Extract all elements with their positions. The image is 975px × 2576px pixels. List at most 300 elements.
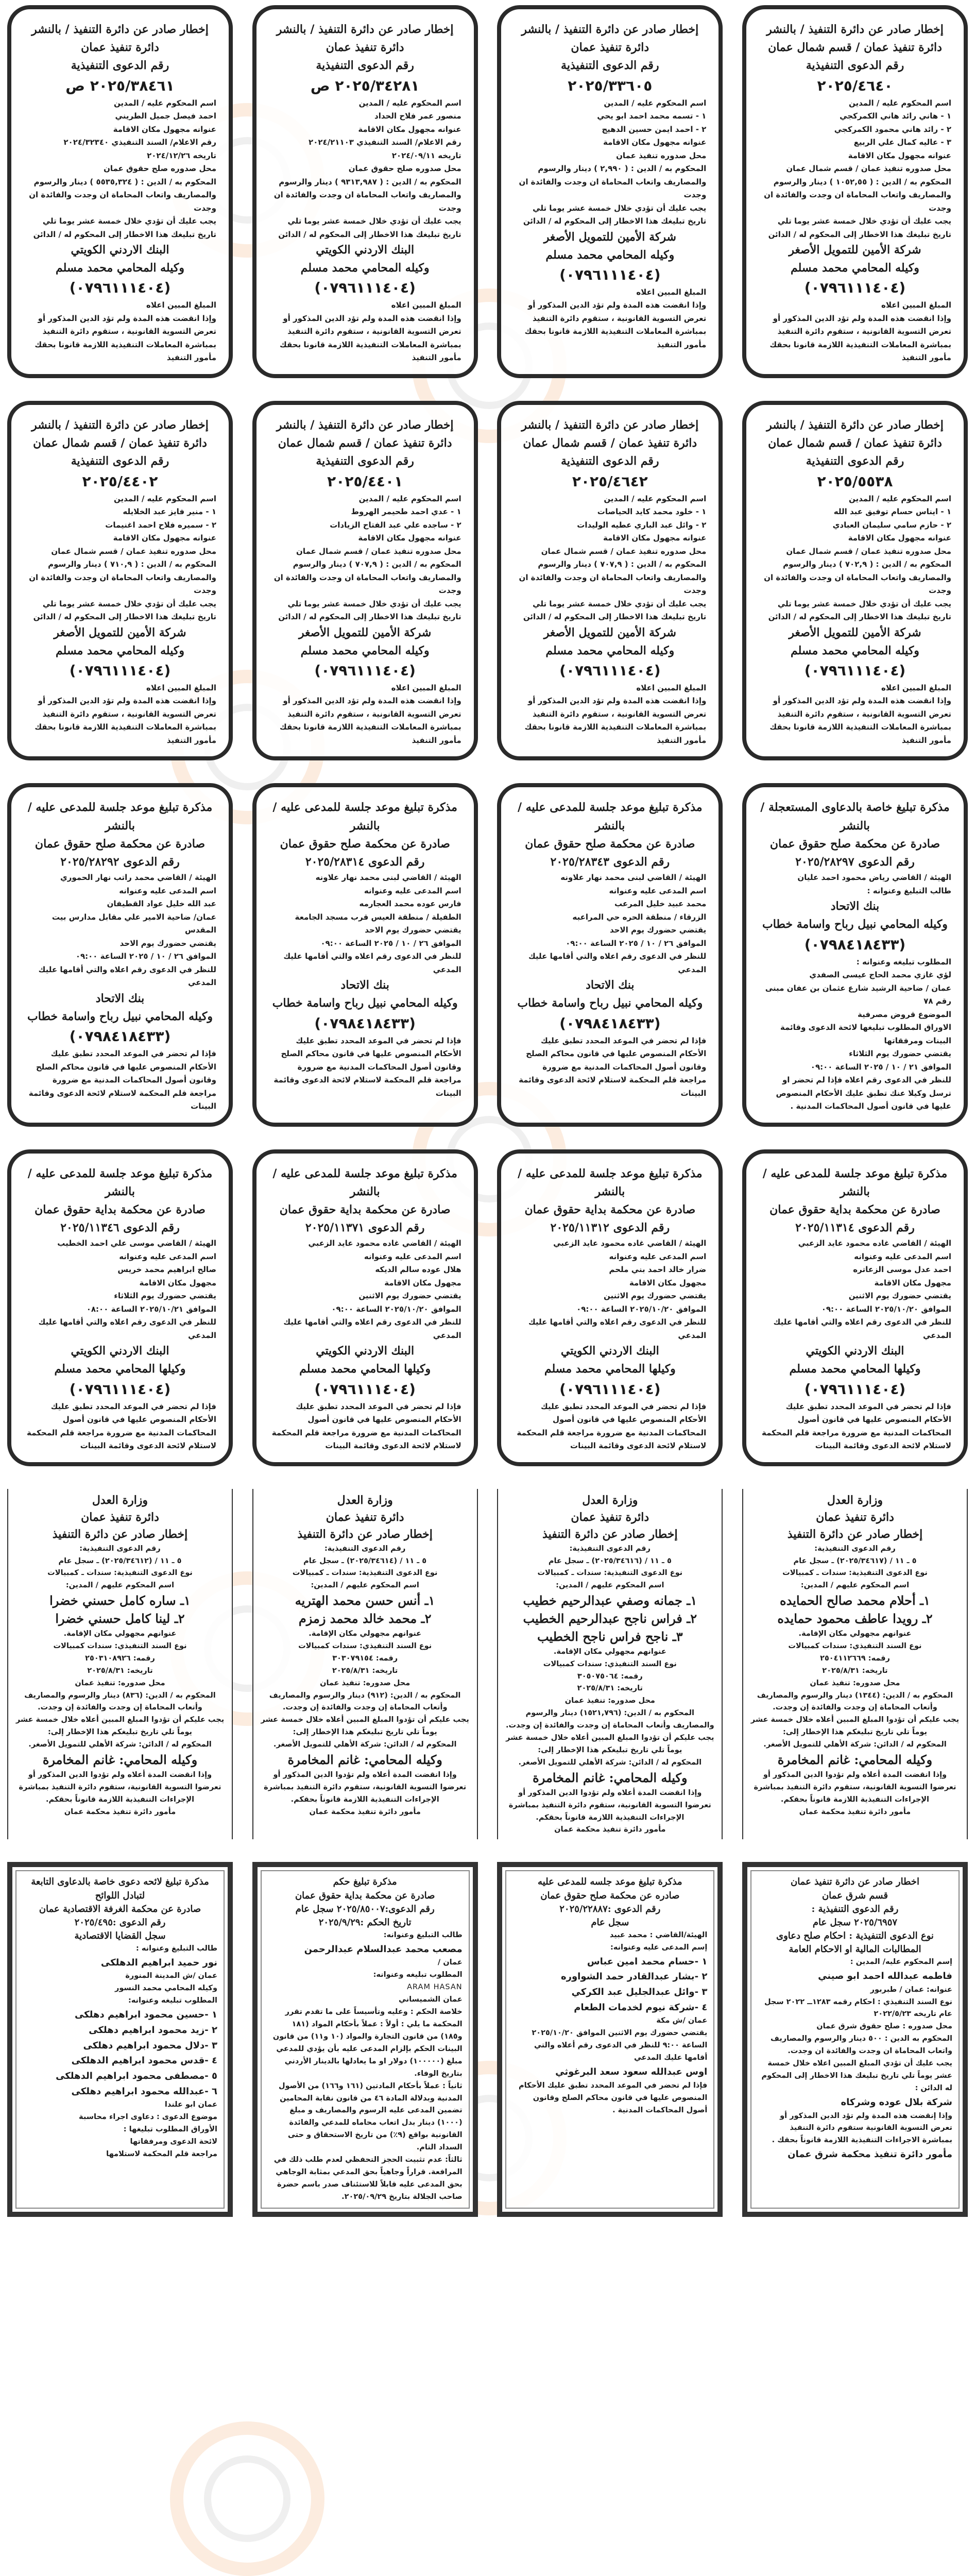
- notice-text: المبلغ المبين اعلاه: [391, 300, 461, 310]
- notice-text: الموافق ٢٠٢٥/١٠/٢٠ الساعة ٠٩:٠٠: [821, 1304, 951, 1314]
- notice-heading: دائرة تنفيذ عمان: [81, 1510, 159, 1524]
- notice-text: يقتضي حضورك يوم الاثنين: [358, 1291, 461, 1301]
- notice-text: عمان / ضاحية الرشيد شارع عثمان بن عفان مبنى رقم ٧٨: [765, 983, 951, 1006]
- case-number: (٠٧٩٦١١١٤٠٤): [314, 279, 416, 297]
- notice-text: مجهول مكان الاقامة: [874, 1278, 951, 1287]
- notice-heading: إخطار صادر عن دائرة التنفيذ / بالنشر: [31, 418, 209, 432]
- notice-heading: شركة الأمين للتمويل الأصغر: [299, 625, 432, 639]
- notice-text: مأمور التنفيذ: [657, 340, 707, 349]
- notice-text: ٢ - احمد ايمن حسين الدهيج: [602, 124, 707, 134]
- notice-text: عنوانه: عمان / طبربور: [870, 1985, 952, 1994]
- notice-text: تاريخه: ٢٠٢٥/٨/٣١: [822, 1666, 888, 1675]
- notice-heading: دائرة تنفيذ عمان: [571, 41, 649, 55]
- notice-text: فإذا لم تحضر في الموعد المحدد تطبق عليك الأحكام المنصوص عليها في قانون أصول المحاكمات المدنية مع ضرورة مراجعة قلم المحكمة لاستلام لائحة الدعوى وقائمة البينات: [517, 1401, 707, 1451]
- notice-text: يقتضي حضورك يوم الثلاثاء: [114, 1291, 216, 1301]
- notice-text: ١ - ايناس حسام توفيق عبد الله: [833, 507, 951, 516]
- notice-heading: وزارة العدل: [92, 1493, 148, 1507]
- notice-heading: مذكرة تبليغ موعد جلسة للمدعى عليه / بالنشر: [762, 1166, 948, 1198]
- notice-heading: قسم شرق عمان: [822, 1890, 888, 1901]
- notice-heading: رقم الدعوى التنفيذية: [316, 454, 414, 468]
- notice-row: [0, 1862, 975, 2216]
- legal-notice: [252, 5, 478, 378]
- notice-text: لائحة الدعوى ومرفقاتها: [130, 2138, 217, 2146]
- notice-text: يجب عليكم أن تؤدوا المبلغ المبين أعلاه خلال خمسة عشر يوماً تلي تاريخ تبليغكم هذا الإخطار إلى:: [750, 1716, 960, 1737]
- notice-text: يقتضي حضورك يوم الاحد: [365, 925, 461, 935]
- notice-text: محل صدوره تنفيذ عمان / قسم شمال عمان: [786, 164, 951, 174]
- notice-text: محمد عبيد خليل المرعب: [614, 899, 707, 909]
- notice-text: الموافق ٢٠٢٥/١٠/٢٠ الساعة ٠٩:٠٠: [576, 1304, 707, 1314]
- notice-heading: إخطار صادر عن دائرة التنفيذ / بالنشر: [276, 23, 454, 36]
- notice-heading: وكيلها المحامي محمد مسلم: [544, 1362, 676, 1376]
- notice-heading: بنك الاتحاد: [586, 978, 635, 992]
- notice-text: عمان الشميساني: [399, 1995, 463, 2004]
- notice-text: عنوانهم مجهولي مكان الإقامة.: [63, 1629, 177, 1638]
- party-name: ١ -حسام محمد امين عباس: [587, 1956, 708, 1967]
- notice-text: رقم الاعلام/ السند التنفيذي ٢٠٢٤/٢١١٠٣: [309, 138, 461, 147]
- notice-heading: رقم الدعوى :٢٠٢٥/٤٩٥: [74, 1917, 166, 1928]
- notice-text: للنظر في الدعوى رقم اعلاه والتي أقامها عليك المدعي: [283, 952, 461, 974]
- notice-row: [0, 783, 975, 1126]
- legal-notice: [742, 783, 968, 1126]
- notice-text: ٥ ـ ١١ / (٢٠٢٥/٣٤٦١٤) ـ سجل عام: [303, 1556, 427, 1565]
- notice-heading: شركة الأمين للتمويل الأصغر: [543, 230, 676, 244]
- notice-heading: مذكرة تبليغ حكم: [333, 1876, 397, 1888]
- case-number: (٠٧٩٦١١١٤٠٤): [69, 662, 171, 679]
- party-name: وكيله المحامي: غانم المخامرة: [777, 1752, 933, 1768]
- legal-notice: [742, 1489, 968, 1840]
- case-number: (٠٧٩٨٤١٨٤٣٣): [69, 1028, 171, 1045]
- notice-text: يجب عليكم أن تؤدوا المبلغ المبين أعلاه خلال خمسة عشر يوماً تلي تاريخ تبليغكم هذا الإخطار إلى:: [15, 1716, 225, 1737]
- notice-heading: رقم الدعوى التنفيذية: [71, 454, 169, 468]
- notice-heading: البنك الاردني الكويتي: [316, 243, 415, 257]
- notice-text: عنوانه مجهول مكان الاقامة: [113, 124, 216, 134]
- notice-text: المحكوم له / الدائن: شركة الأهلي للتمويل الأصغر.: [518, 1758, 702, 1767]
- party-name: نور حميد ابراهيم الدهلكى: [100, 1957, 217, 1968]
- party-name: ١ -حسين محمود ابراهيم دهلكى: [74, 2009, 217, 2021]
- notice-text: اسم المحكوم عليه / المدين: [358, 494, 461, 503]
- notice-text: مراجعة قلم المحكمة لاستلامها: [106, 2150, 217, 2159]
- party-name: وكيله المحامي: غانم المخامرة: [533, 1770, 688, 1785]
- legal-notice: [742, 1149, 968, 1466]
- notice-row: [0, 1489, 975, 1840]
- notice-heading: صادره عن محكمة صلح حقوق عمان: [540, 1890, 680, 1901]
- party-name: ٤ -شركة نيوم لخدمات الطعام: [574, 2002, 708, 2013]
- notice-text: يجب عليك أن تؤدي خلال خمسة عشر يوما تلي تاريخ تبليغك هذا الاخطار إلى المحكوم له / الدائن: [523, 203, 707, 226]
- notice-text: تاريخه ٢٠٢٤/٠٩/١١: [391, 150, 461, 160]
- notice-text: نوع السند التنفيذي: سندات كمبيالات: [298, 1641, 432, 1650]
- case-number: (٠٧٩٦١١١٤٠٤): [314, 662, 416, 679]
- notice-heading: وزارة العدل: [582, 1493, 638, 1507]
- notice-text: مأمور التنفيذ: [412, 735, 461, 745]
- notice-text: اسم المدعى عليه وعنوانه: [364, 1251, 461, 1261]
- notice-text: مجهول مكان الاقامة: [384, 1278, 461, 1287]
- notice-text: نوع السند التنفيذي : احكام رقمه ١٢٨٣ــ ٢٠٢٢ سجل عام تاريخه ٢٠٢٢/٥/٢٣: [764, 1997, 952, 2019]
- notice-heading: إخطار صادر عن دائرة التنفيذ: [297, 1527, 433, 1541]
- notice-heading: شركة الأمين للتمويل الأصغر: [543, 625, 676, 639]
- case-number: (٠٧٩٨٤١٨٤٣٣): [314, 1014, 416, 1032]
- notice-text: تاريخه: ٢٠٢٥/٨/٣١: [577, 1684, 643, 1693]
- notice-heading: دائرة تنفيذ عمان / قسم شمال عمان: [33, 436, 207, 450]
- notice-text: يقتضي حضورك يوم الاحد: [609, 925, 707, 935]
- notice-heading: مذكرة تبليغ موعد جلسه للمدعى عليه: [538, 1876, 682, 1888]
- notice-text: الهيئة / القاضي لبنى محمد نهار علاونه: [560, 873, 707, 883]
- notice-heading: وكيله المحامي محمد مسلم: [790, 261, 919, 275]
- case-number: ٢٠٢٥/٤٤٠١: [327, 472, 403, 490]
- notice-heading: صادرة عن محكمة صلح حقوق عمان: [280, 837, 450, 851]
- notice-text: مأمور دائرة تنفيذ محكمة عمان: [554, 1825, 666, 1834]
- notice-text: المطلوب تبليغه وعنوانه :: [856, 957, 951, 967]
- notice-heading: وزارة العدل: [827, 1493, 883, 1507]
- notice-heading: إخطار صادر عن دائرة التنفيذ: [787, 1527, 923, 1541]
- notice-text: يجب عليك أن تؤدي خلال خمسة عشر يوما تلي تاريخ تبليغك هذا الاخطار إلى المحكوم له / الدائن: [523, 599, 707, 621]
- notice-text: نوع الدعوى التنفيذية: سندات ـ كمبيالات: [47, 1569, 193, 1578]
- notice-text: المحكوم به / الدين: (١٥٢١,٧٩٦) دينار والرسوم والمصاريف وأتعاب المحاماة إن وجدت والفائدة إن وجدت.: [505, 1709, 714, 1730]
- notice-heading: صادرة عن محكمة بداية حقوق عمان: [295, 1890, 435, 1901]
- notice-text: محل صدوره صلح حقوق عمان: [104, 164, 216, 174]
- notice-text: للنظر في الدعوى رقم اعلاه والتي أقامها عليك المدعي: [38, 964, 216, 988]
- notice-heading: البنك الاردني الكويتي: [806, 1344, 904, 1358]
- notice-row: [0, 401, 975, 760]
- party-name: ١ـ أحلام محمد صالح الحمايده: [780, 1593, 930, 1608]
- notice-text: المحكوم به / الدين: (١٣٤٤) دينار والرسوم والمصاريف وأتعاب المحاماة إن وجدت والفائدة إن وجدت.: [757, 1691, 953, 1712]
- notice-text: المحكوم به / الدين : ( ٧٠٧,٩ ) دينار والرسوم والمصاريف واتعاب المحاماة ان وجدت والفائدة ان وجدت: [519, 560, 707, 595]
- notice-text: اسم المحكوم عليه / المدين: [114, 494, 216, 503]
- notice-text: رقمه: ٢٥٠٤١١٢٦٦٩: [820, 1654, 890, 1663]
- notice-text: طالب التبليغ وعنوانه :: [867, 886, 951, 895]
- notice-text: عنوانه مجهول مكان الاقامة: [848, 533, 951, 543]
- notice-text: رقمه: ٢٥٠٣١٠٨٩٢٦: [85, 1654, 155, 1663]
- case-number: ٢٠٢٥/٣٨٤٦١ ص: [65, 77, 175, 94]
- notice-heading: نوع الدعوى التنفيذية : احكام صلح دعاوى المطالبات المالية او الاحكام العامة: [776, 1930, 934, 1955]
- notice-text: ٢ - وائل عبد الباري عطيه الوليدات: [577, 520, 707, 530]
- notice-text: للنظر في الدعوى رقم اعلاه والتي أقامها عليك المدعي: [38, 1317, 216, 1340]
- notice-text: إسم المحكوم عليه/ المدين :: [850, 1957, 952, 1966]
- notice-text: فإذا لم تحضر في الموعد المحدد تطبق عليك الأحكام المنصوص عليها في قانون أصول المحاكمات المدنية مع ضرورة مراجعة قلم المحكمة لاستلام لائحة الدعوى وقائمة البينات: [271, 1401, 461, 1451]
- notice-text: مجهول مكان الاقامة: [139, 1278, 216, 1287]
- notice-text: عنوانه مجهول مكان الاقامة: [848, 150, 951, 160]
- notice-heading: رقم الدعوى التنفيذية: [806, 454, 904, 468]
- notice-heading: مذكرة تبليغ موعد جلسة للمدعى عليه / بالنشر: [272, 1166, 457, 1198]
- notice-text: عنوانه مجهول مكان الاقامة: [603, 533, 707, 543]
- notice-heading: وكيله المحامي محمد مسلم: [56, 643, 184, 657]
- notice-text: المحكوم به الدين : ٥٠٠ دينار والرسوم والمصاريف واتعاب المحاماة ان وجدت والفائدة ان وجدت.: [771, 2035, 952, 2056]
- notice-text: عبد الله خليل عواد القطيفان: [107, 899, 216, 909]
- notice-heading: دائرة تنفيذ عمان / قسم شمال عمان: [768, 436, 942, 450]
- notice-text: الموافق ٢١ / ١٠ / ٢٠٢٥ الساعة ٠٩:٠٠: [810, 1062, 951, 1072]
- notice-text: محل صدوره تنفيذ عمان / قسم شمال عمان: [51, 546, 216, 556]
- party-name: ٦ -عبدالله محمود ابراهيم دهلكى: [71, 2086, 217, 2097]
- notice-heading: دائرة تنفيذ عمان: [326, 1510, 404, 1524]
- notice-text: اسم المدعى عليه وعنوانه: [119, 1251, 216, 1261]
- notice-heading: سجل عام: [591, 1917, 629, 1928]
- notice-text: مأمور دائرة تنفيذ محكمة عمان: [309, 1807, 421, 1816]
- notice-text: فإذا لم تحضر في الموعد المحدد تطبق عليك الأحكام المنصوص عليها في قانون محاكم الصلح وقانون أصول المحاكمات المدنية .: [518, 2081, 708, 2114]
- notice-heading: وكيله المحامي محمد مسلم: [545, 643, 675, 657]
- notice-text: الهيئة / القاضي غاده محمود عايد الزعبي: [308, 1239, 461, 1248]
- notice-text: ٥ ـ ١١ / (٢٠٢٥/٣٤٦١٧) ـ سجل عام: [793, 1556, 917, 1565]
- legal-notice: [742, 401, 968, 760]
- notice-heading: رقم الدعوى ٢٠٢٥/٢٨٣٤٣: [550, 855, 670, 869]
- notice-heading: وكيله المحامي محمد مسلم: [545, 248, 675, 262]
- notice-text: وإذا انقضت هذه المدة ولم تؤد الدين المذكور أو تعرض التسوية القانونية ، ستقوم دائرة التنفيذ بمباشرة المعاملات التنفيذية اللازمة قانونا بحقك: [524, 696, 707, 732]
- notice-text: محل صدوره : صلح حقوق شرق عمان: [816, 2022, 952, 2031]
- notice-text: اسم المحكوم عليه / المدين: [848, 98, 951, 108]
- notice-heading: إخطار صادر عن دائرة التنفيذ: [542, 1527, 678, 1541]
- notice-text: وإذا انقضت المدة أعلاه ولم تؤدوا الدين المذكور أو تعرضوا التسوية القانونية، ستقوم دائرة التنفيذ بمباشرة الإجراءات التنفيذية اللازمة قانوناً بحقكم.: [264, 1770, 467, 1804]
- notice-text: هلال عوده سالم الديكه: [375, 1265, 461, 1275]
- notice-text: إسم المدعى عليه وعنوانه:: [610, 1943, 708, 1952]
- notice-text: وإذا انقضت المدة أعلاه ولم تؤدوا الدين المذكور أو تعرضوا التسوية القانونية، ستقوم دائرة التنفيذ بمباشرة الإجراءات التنفيذية اللازمة قانوناً بحقكم.: [508, 1788, 711, 1822]
- party-name: ARAM HASAN: [407, 1983, 463, 1992]
- notice-heading: وكيلها المحامي محمد مسلم: [54, 1362, 186, 1376]
- notice-heading: وكيله المحامي محمد مسلم: [300, 643, 430, 657]
- notice-text: الهيئة / القاضي غاده محمود عايد الزعبي: [798, 1239, 951, 1248]
- notice-text: فإذا لم تحضر في الموعد المحدد تطبق عليك الأحكام المنصوص عليها في قانون محاكم الصلح وقانون أصول المحاكمات المدنية مع ضرورة مراجعة قلم المحكمة لاستلام لائحة الدعوى وقائمة البينات: [273, 1036, 461, 1098]
- notice-heading: رقم الدعوى ٢٠٢٥/١١٣١٢: [550, 1221, 670, 1235]
- notice-text: المحكوم به / الدين : ( ٢,٩٩٠ ) دينار والرسوم والمصاريف واتعاب المحاماة ان وجدت والفائدة ان وجدت: [519, 164, 707, 200]
- notice-text: المحكوم له / الدائن: شركة الأهلي للتمويل الأصغر.: [28, 1740, 212, 1749]
- case-number: (٠٧٩٦١١١٤٠٤): [69, 1380, 171, 1398]
- notice-text: طالب التبليغ وعنوانه:: [383, 1930, 463, 1939]
- case-number: ٢٠٢٥/٣٣٦٠٥: [568, 77, 653, 94]
- party-name: ٢ـ فراس ناجح عبدالرحيم الخطيب: [523, 1611, 697, 1626]
- legal-notice: [252, 1149, 478, 1466]
- notice-text: المحكوم له / الدائن: شركة الأهلي للتمويل الأصغر.: [763, 1740, 947, 1749]
- notice-heading: وكيله المحامي نبيل رباح واسامة خطاب: [272, 996, 458, 1010]
- legal-notice: [497, 5, 723, 378]
- notice-heading: البنك الاردني الكويتي: [560, 1344, 659, 1358]
- notice-text: احمد عدل موسى الزعاتره: [853, 1265, 951, 1275]
- case-number: (٠٧٩٨٤١٨٤٣٣): [804, 936, 906, 953]
- legal-notice: [497, 1149, 723, 1466]
- notice-text: فارس عوده محمد العجارمه: [359, 899, 461, 909]
- notice-text: اسم المحكوم عليه / المدين: [604, 494, 707, 503]
- notice-heading: شركة الأمين للتمويل الأصغر: [54, 625, 186, 639]
- case-number: (٠٧٩٦١١١٤٠٤): [804, 1380, 906, 1398]
- notice-heading: مذكرة تبليغ خاصة بالدعاوى المستعجلة / بالنشر: [760, 801, 950, 833]
- notice-heading: رقم الدعوى ٢٠٢٥/٢٨٢٩٢: [60, 855, 180, 869]
- notice-text: ٣ - عاليه كمال علي الربيع: [853, 138, 951, 147]
- notice-text: اسم المدعى عليه وعنوانه: [854, 1251, 951, 1261]
- notice-heading: إخطار صادر عن دائرة التنفيذ / بالنشر: [766, 23, 944, 36]
- notice-text: يقتضي حضورك يوم الاثنين: [604, 1291, 707, 1301]
- notice-text: المحكوم به / الدين : ( ٥٥٣٥,٣٢٤ ) دينار والرسوم والمصاريف واتعاب المحاماة ان وجدت والفائدة ان وجدت: [29, 177, 216, 213]
- legal-notice: [252, 401, 478, 760]
- notice-text: محل صدوره: تنفيذ عمان: [565, 1697, 655, 1705]
- notice-heading: البنك الاردني الكويتي: [71, 243, 169, 257]
- notice-text: ضرار خالد احمد بني ملحم: [609, 1265, 707, 1275]
- notice-text: يجب عليك أن تؤدي خلال خمسة عشر يوما تلي تاريخ تبليغك هذا الاخطار إلى المحكوم له / الدائن: [768, 216, 951, 239]
- notice-heading: مذكرة تبليغ موعد جلسة للمدعى عليه / بالنشر: [518, 801, 703, 833]
- notice-heading: صادرة عن محكمة بداية حقوق عمان: [35, 1202, 206, 1216]
- notice-heading: رقم الدعوى ٢٠٢٥/١١٣١٤: [795, 1221, 915, 1235]
- notice-text: تاريخه: ٢٠٢٥/٨/٣١: [87, 1666, 153, 1675]
- party-name: فاطمه عبدالله احمد ابو صيني: [818, 1970, 952, 1981]
- case-number: ٢٠٢٥/٣٤٢٨١ ص: [310, 77, 420, 94]
- case-number: ٢٠٢٥/٥٥٣٨: [817, 472, 893, 490]
- notice-text: المطلوب تبليغه وعنوانه:: [373, 1971, 463, 1979]
- case-number: (٠٧٩٦١١١٤٠٤): [559, 662, 661, 679]
- notice-text: فإذا لم تحضر في الموعد المحدد تطبق عليك الأحكام المنصوص عليها في قانون أصول المحاكمات المدنية مع ضرورة مراجعة قلم المحكمة لاستلام لائحة الدعوى وقائمة البينات: [762, 1401, 951, 1451]
- notices-page: [0, 5, 975, 2217]
- notice-heading: رقم الدعوى التنفيذية: [561, 454, 659, 468]
- case-number: (٠٧٩٦١١١٤٠٤): [804, 662, 906, 679]
- case-number: (٠٧٩٦١١١٤٠٤): [559, 266, 661, 283]
- notice-text: المبلغ المبين اعلاه: [881, 683, 951, 692]
- legal-notice: [497, 401, 723, 760]
- notice-text: اسم المحكوم عليه / المدين: [604, 98, 707, 108]
- notice-heading: سجل القضايا الاقتصادية: [74, 1930, 166, 1941]
- case-number: (٠٧٩٦١١١٤٠٤): [69, 279, 171, 297]
- notice-text: الموافق ٢٦ / ١٠ / ٢٠٢٥ الساعة ٠٩:٠٠: [320, 938, 461, 948]
- notice-text: عنوانه مجهول مكان الاقامة: [113, 533, 216, 543]
- party-name: مصعب محمد عبدالسلام عبدالرحمن: [304, 1943, 463, 1955]
- notice-heading: صادرة عن محكمة بداية حقوق عمان: [524, 1202, 696, 1216]
- notice-text: ٢ - رائد هاني محمود الكمركجي: [834, 124, 951, 134]
- notice-text: الزرقاء / منطقة الحره حي المراعبه: [572, 912, 707, 922]
- notice-text: المبلغ المبين اعلاه: [636, 683, 707, 692]
- party-name: ٣ـ ناجح فراس ناجح الخطيب: [537, 1629, 683, 1644]
- notice-text: رقمه: ٣٠٣٠٧٩١٥٤: [332, 1654, 398, 1663]
- notice-heading: دائرة تنفيذ عمان / قسم شمال عمان: [278, 436, 452, 450]
- legal-notice: [252, 783, 478, 1126]
- notice-text: ٥ ـ ١١ / (٢٠٢٥/٣٤٦١٦) ـ سجل عام: [548, 1556, 672, 1565]
- notice-text: اسم المدعى عليه وعنوانه: [364, 886, 461, 895]
- notice-heading: رقم الدعوى ٢٠٢٥/٢٨٢٩٧: [795, 855, 915, 869]
- notice-text: للنظر في الدعوى رقم اعلاه والتي أقامها عليك المدعي: [528, 952, 707, 974]
- notice-heading: إخطار صادر عن دائرة التنفيذ / بالنشر: [31, 23, 209, 36]
- notice-text: المحكوم به / الدين : ( ٧٠٧,٩ ) دينار والرسوم والمصاريف واتعاب المحاماة ان وجدت والفائدة ان وجدت: [273, 560, 461, 595]
- notice-text: وإذا انقضت المدة أعلاه ولم تؤدوا الدين المذكور أو تعرضوا التسوية القانونية، ستقوم دائرة التنفيذ بمباشرة الإجراءات التنفيذية اللازمة قانوناً بحقكم.: [754, 1770, 956, 1804]
- notice-heading: رقم الدعوى التنفيذية :: [811, 1903, 899, 1914]
- notice-text: الطفيلة / منطقة العيس قرب مسجد الجامعة: [295, 912, 461, 922]
- party-name: وكيله المحامي: غانم المخامرة: [287, 1752, 442, 1768]
- notice-heading: صادرة عن محكمة صلح حقوق عمان: [35, 837, 206, 851]
- notice-text: ٢ - ساجده علي عبد الفتاح الزيادات: [330, 520, 461, 530]
- notice-heading: شركة الأمين للتمويل الأصغر: [789, 625, 921, 639]
- party-name: ٢ـ محمد خالد محمد زمزم: [298, 1611, 432, 1626]
- notice-heading: رقم الدعوى:٢٠٢٥/٨٥٠٠٧ سجل عام: [295, 1903, 435, 1914]
- notice-text: يجب عليك أن تؤدي خلال خمسة عشر يوما تلي تاريخ تبليغك هذا الاخطار إلى المحكوم له / الدائن: [278, 599, 461, 621]
- notice-heading: دائرة تنفيذ عمان: [326, 41, 404, 55]
- legal-notice: [252, 1862, 478, 2216]
- notice-text: طالب التبليغ وعنوانه :: [136, 1944, 217, 1953]
- notice-text: اسم المحكوم عليهم / المدين:: [65, 1581, 175, 1590]
- notice-heading: شركة الأمين للتمويل الأصغر: [789, 243, 921, 257]
- notice-text: وإذا انقضت هذه المدة ولم تؤد الدين المذكور أو تعرض التسوية القانونية ، ستقوم دائرة التنفيذ بمباشرة المعاملات التنفيذية اللازمة قانونا بحقك: [35, 313, 216, 349]
- notice-text: ٥ ـ ١١ / (٢٠٢٥/٣٤٦١٢) ـ سجل عام: [58, 1556, 182, 1565]
- legal-notice: [7, 1489, 233, 1840]
- notice-text: اسم المحكوم عليهم / المدين:: [800, 1581, 910, 1590]
- notice-text: ١ - خلود محمد كايد الحياصات: [597, 507, 707, 516]
- notice-text: يجب عليك أن تؤدي خلال خمسة عشر يوما تلي تاريخ تبليغك هذا الاخطار إلى المحكوم له / الدائن: [33, 216, 216, 239]
- notice-heading: بنك الاتحاد: [830, 900, 880, 913]
- notice-text: رقمه: ٣٠٥٠٧٥٠٦٤: [577, 1672, 643, 1681]
- legal-notice: [497, 1489, 723, 1840]
- notice-text: نوع الدعوى التنفيذية: سندات ـ كمبيالات: [782, 1569, 928, 1578]
- notice-heading: رقم الدعوى التنفيذية: [806, 59, 904, 73]
- legal-notice: [7, 783, 233, 1126]
- notice-heading: مذكرة تبليغ موعد جلسة للمدعى عليه / بالنشر: [518, 1166, 703, 1198]
- notice-text: عنوانه مجهول مكان الاقامة: [358, 533, 461, 543]
- notice-text: يقتضي حضورك يوم الثلاثاء: [849, 1049, 951, 1058]
- notice-text: المحكوم به / الدين : ( ١٠٥٢,٥٥ ) دينار والرسوم والمصاريف واتعاب المحاماة ان وجدت والفائدة ان وجدت: [764, 177, 951, 213]
- notice-text: عمان /: [437, 1958, 463, 1967]
- notice-text: يقتضي حضورك يوم الاثنين: [848, 1291, 951, 1301]
- notice-text: محل صدوره صلح حقوق عمان: [348, 164, 461, 174]
- notice-heading: مذكرة تبليغ موعد جلسة للمدعى عليه / بالنشر: [27, 1166, 213, 1198]
- notice-text: للنظر في الدعوى رقم اعلاه والتي أقامها عليك المدعي: [283, 1317, 461, 1340]
- legal-notice: [742, 5, 968, 378]
- party-name: اوس عبدالله سعود سعد البرغوثي: [555, 2066, 708, 2078]
- notice-text: رقم الاعلام/ السند التنفيذي ٢٠٢٤/٣٢٣٤٠: [63, 138, 216, 147]
- notice-heading: صادرة عن محكمة بداية حقوق عمان: [279, 1202, 451, 1216]
- notice-text: نوع السند التنفيذي: سندات كمبيالات: [543, 1659, 677, 1668]
- notice-text: وكيله المحامي محمد النسور: [115, 1984, 217, 1993]
- watermark-logo: [170, 2421, 324, 2576]
- notice-text: الموافق ٢٠٢٥/١٠/٢٠ الساعة ٠٩:٠٠: [331, 1304, 461, 1314]
- notice-text: محل صدوره: تنفيذ عمان: [810, 1679, 900, 1687]
- notice-text: وإذا انقضت هذه المدة ولم تؤد الدين المذكور أو تعرض التسوية القانونية ، ستقوم دائرة التنفيذ بمباشرة المعاملات التنفيذية اللازمة قانونا بحقك: [35, 696, 216, 732]
- notice-text: وإذا انقضت هذه المدة ولم تؤد الدين المذكور أو تعرض التسوية القانونية ، ستقوم دائرة التنفيذ بمباشرة المعاملات التنفيذية اللازمة قانونا بحقك: [524, 300, 707, 336]
- notice-text: وإذا انقضت المدة أعلاه ولم تؤدوا الدين المذكور أو تعرضوا التسوية القانونية، ستقوم دائرة التنفيذ بمباشرة الإجراءات التنفيذية اللازمة قانوناً بحقكم.: [19, 1770, 221, 1804]
- notice-text: وإذا انقضت هذه المدة ولم تؤد الدين المذكور أو تعرض التسوية القانونية ، ستقوم دائرة التنفيذ بمباشرة المعاملات التنفيذية اللازمة قانونا بحقك: [769, 313, 951, 349]
- notice-row: [0, 5, 975, 378]
- notice-text: صالح ابراهيم محمد خريس: [117, 1265, 216, 1275]
- notice-text: المحكوم به / الدين: (٩١٢) دينار والرسوم والمصاريف وأتعاب المحاماة إن وجدت والفائدة إن وجدت.: [269, 1691, 461, 1712]
- notice-heading: اخطار صادر عن دائرة تنفيذ عمان: [790, 1876, 919, 1888]
- notice-text: محل صدوره: تنفيذ عمان: [320, 1679, 410, 1687]
- notice-text: المحكوم به / الدين : ( ٧١٠,٩ ) دينار والرسوم والمصاريف واتعاب المحاماة ان وجدت والفائدة ان وجدت: [29, 560, 216, 595]
- notice-heading: وكيله المحامي نبيل رباح واسامة خطاب: [762, 918, 948, 931]
- notice-text: رقم الدعوى التنفيذية:: [79, 1544, 161, 1553]
- notice-heading: صادرة عن محكمة الغرفة الاقتصادية عمان: [39, 1903, 201, 1914]
- notice-text: وإذا انقضت هذه المدة ولم تؤد الدين المذكور أو تعرض التسوية القانونية ، ستقوم دائرة التنفيذ بمباشرة المعاملات التنفيذية اللازمة قانونا بحقك: [280, 313, 461, 349]
- notice-heading: وكيله المحامي محمد مسلم: [56, 261, 184, 275]
- notice-heading: إخطار صادر عن دائرة التنفيذ / بالنشر: [521, 418, 699, 432]
- party-name: ٢ -بشار عبدالقادر حمد الشواوره: [560, 1971, 708, 1982]
- legal-notice: [497, 1862, 723, 2216]
- party-name: ١ـ جمانه وصفي عبدالرحيم خطيب: [523, 1593, 697, 1608]
- notice-text: المبلغ المبين اعلاه: [146, 300, 216, 310]
- party-name: ٣ -وائل عبدالجليل عبد الكركي: [571, 1987, 708, 1997]
- party-name: مأمور دائرة تنفيذ محكمة شرق عمان: [788, 2149, 952, 2160]
- notice-text: محل صدوره تنفيذ عمان: [616, 150, 707, 160]
- notice-heading: رقم الدعوى ٢٠٢٥/٢٨٣١٤: [305, 855, 425, 869]
- notice-text: يجب عليك أن تؤدي خلال خمسة عشر يوما تلي تاريخ تبليغك هذا الاخطار إلى المحكوم له / الدائن: [768, 599, 951, 621]
- party-name: ٢ -زيد محمود ابراهيم دهلكى: [89, 2024, 217, 2036]
- notice-text: خلاصة الحكم : وعليه وتأسيساً على ما تقدم تقرر المحكمة ما يلي : أولاً : عملاً بأحكام المواد (١٨١ و١٨٥) من قانون التجارة والمواد (١٠ و١١) من قانون البينات الحكم بإلزام المدعى عليه بأن يؤدي للمدعي مبلغ (١٠٠٠٠٠) دولار او ما يعادلها بالدينار الأردني بتاريخ الوفاء.: [272, 2008, 463, 2078]
- notice-heading: دائرة تنفيذ عمان: [571, 1510, 649, 1524]
- notice-text: ٢ - سميره فلاح احمد اغنيمات: [105, 520, 216, 530]
- notice-text: وإذا إنقضت هذه المدة ولم تؤد الدين المذكور أو تعرض التسوية القانونية ستقوم دائرة التنفيذ بمباشرة الاجراءات التنفيذية اللازمة قانوناً بحقك .: [772, 2111, 952, 2145]
- notice-text: ١ - هاني رائد هاني الكمركجي: [840, 111, 951, 121]
- case-number: (٠٧٩٦١١١٤٠٤): [314, 1380, 416, 1398]
- notice-heading: ٢٠٢٥/٦٩٥٧ سجل عام: [812, 1917, 898, 1928]
- notice-text: اسم المدعى عليه وعنوانه: [609, 1251, 707, 1261]
- notice-text: الهيئة / القاضي موسى علي احمد الخطيب: [57, 1239, 216, 1248]
- notice-text: يجب عليك أن تؤدي المبلغ المبين اعلاه خلال خمسة عشر يوماً تلي تاريخ تبليغك هذا الاخطار إلى المحكوم له الدائن :: [761, 2059, 952, 2092]
- notice-text: فإذا لم تحضر في الموعد المحدد تطبق عليك الأحكام المنصوص عليها في قانون محاكم الصلح وقانون أصول المحاكمات المدنية مع ضرورة مراجعة قلم المحكمة لاستلام لائحة الدعوى وقائمة البينات: [519, 1036, 707, 1098]
- case-number: ٢٠٢٥/٤٦٤٢: [572, 472, 648, 490]
- notice-text: المحكوم له / الدائن: شركة الأهلي للتمويل الأصغر.: [273, 1740, 457, 1749]
- notice-text: ١ - عدي احمد طحيمر الهروط: [351, 507, 461, 516]
- notice-text: المطلوب تبليغه وعنوانه:: [128, 1996, 217, 2005]
- notice-text: الهيئة/القاضي : محمد عبيد: [609, 1930, 708, 1939]
- notice-text: المبلغ المبين اعلاه: [391, 683, 461, 692]
- notice-text: رقم الدعوى التنفيذية:: [569, 1544, 651, 1553]
- notice-text: الهيئة / القاضي محمد راتب نهار الحموري: [60, 873, 216, 883]
